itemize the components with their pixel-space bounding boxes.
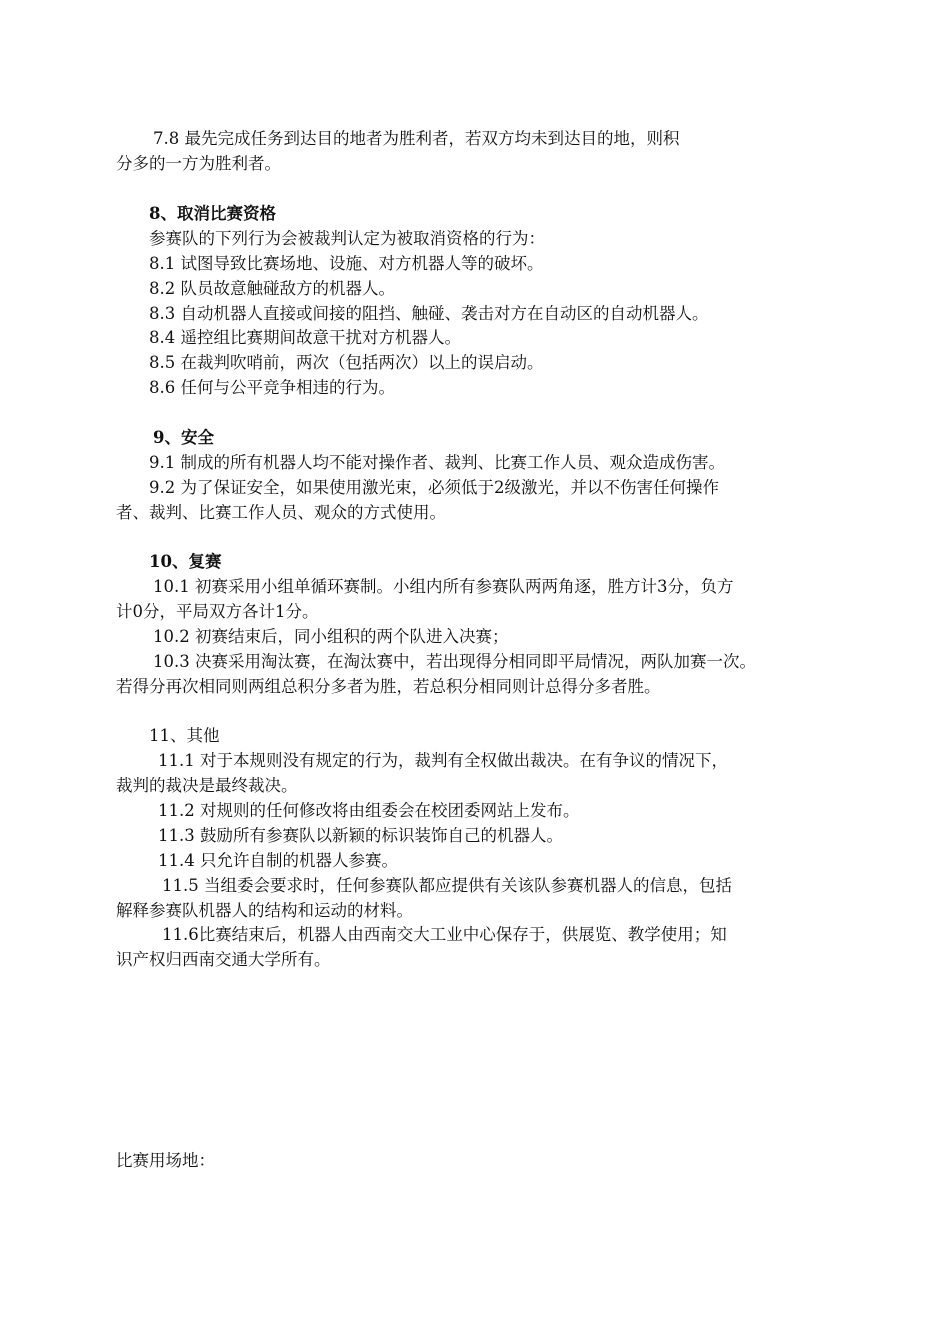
item-9-1: 9.1 制成的所有机器人均不能对操作者、裁判、比赛工作人员、观众造成伤害。	[149, 453, 725, 472]
item-11-1-line-2: 裁判的裁决是最终裁决。	[116, 776, 298, 795]
item-9-2-line-1: 9.2 为了保证安全，如果使用激光束，必须低于2级激光，并以不伤害任何操作	[149, 478, 719, 497]
item-9-2-line-2: 者、裁判、比赛工作人员、观众的方式使用。	[116, 503, 446, 522]
item-11-5-line-2: 解释参赛队机器人的结构和运动的材料。	[116, 901, 413, 920]
item-10-2: 10.2 初赛结束后，同小组积的两个队进入决赛；	[153, 627, 509, 646]
item-11-2: 11.2 对规则的任何修改将由组委会在校团委网站上发布。	[158, 801, 580, 820]
item-8-6: 8.6 任何与公平竞争相违的行为。	[149, 378, 395, 397]
item-11-4: 11.4 只允许自制的机器人参赛。	[158, 851, 398, 870]
section-9-heading: 9、安全	[153, 428, 214, 447]
item-8-1: 8.1 试图导致比赛场地、设施、对方机器人等的破坏。	[149, 254, 544, 273]
item-8-2: 8.2 队员故意触碰敌方的机器人。	[149, 279, 395, 298]
item-10-3-line-1: 10.3 决赛采用淘汰赛，在淘汰赛中，若出现得分相同即平局情况，两队加赛一次。	[153, 652, 756, 671]
item-10-1-line-2: 计0分，平局双方各计1分。	[116, 602, 319, 621]
venue-label: 比赛用场地：	[116, 1151, 215, 1170]
item-10-1-line-1: 10.1 初赛采用小组单循环赛制。小组内所有参赛队两两角逐，胜方计3分，负方	[153, 577, 734, 596]
item-11-1-line-1: 11.1 对于本规则没有规定的行为，裁判有全权做出裁决。在有争议的情况下，	[158, 751, 728, 770]
section-10-heading: 10、复赛	[149, 552, 222, 571]
section-11-heading: 11、其他	[149, 726, 220, 745]
section-8-heading: 8、取消比赛资格	[149, 204, 276, 223]
section-8-intro: 参赛队的下列行为会被裁判认定为被取消资格的行为：	[149, 229, 545, 248]
item-11-6-line-1: 11.6比赛结束后，机器人由西南交大工业中心保存于，供展览、教学使用；知	[162, 925, 727, 944]
item-8-4: 8.4 遥控组比赛期间故意干扰对方机器人。	[149, 328, 461, 347]
paragraph-7-8-line-2: 分多的一方为胜利者。	[116, 154, 281, 173]
item-11-3: 11.3 鼓励所有参赛队以新颖的标识装饰自己的机器人。	[158, 826, 563, 845]
paragraph-7-8-line-1: 7.8 最先完成任务到达目的地者为胜利者，若双方均未到达目的地，则积	[153, 129, 680, 148]
item-10-3-line-2: 若得分再次相同则两组总积分多者为胜，若总积分相同则计总得分多者胜。	[116, 677, 661, 696]
item-11-5-line-1: 11.5 当组委会要求时，任何参赛队都应提供有关该队参赛机器人的信息，包括	[162, 876, 732, 895]
item-8-3: 8.3 自动机器人直接或间接的阻挡、触碰、袭击对方在自动区的自动机器人。	[149, 304, 709, 323]
item-8-5: 8.5 在裁判吹哨前，两次（包括两次）以上的误启动。	[149, 353, 544, 372]
item-11-6-line-2: 识产权归西南交通大学所有。	[116, 950, 331, 969]
